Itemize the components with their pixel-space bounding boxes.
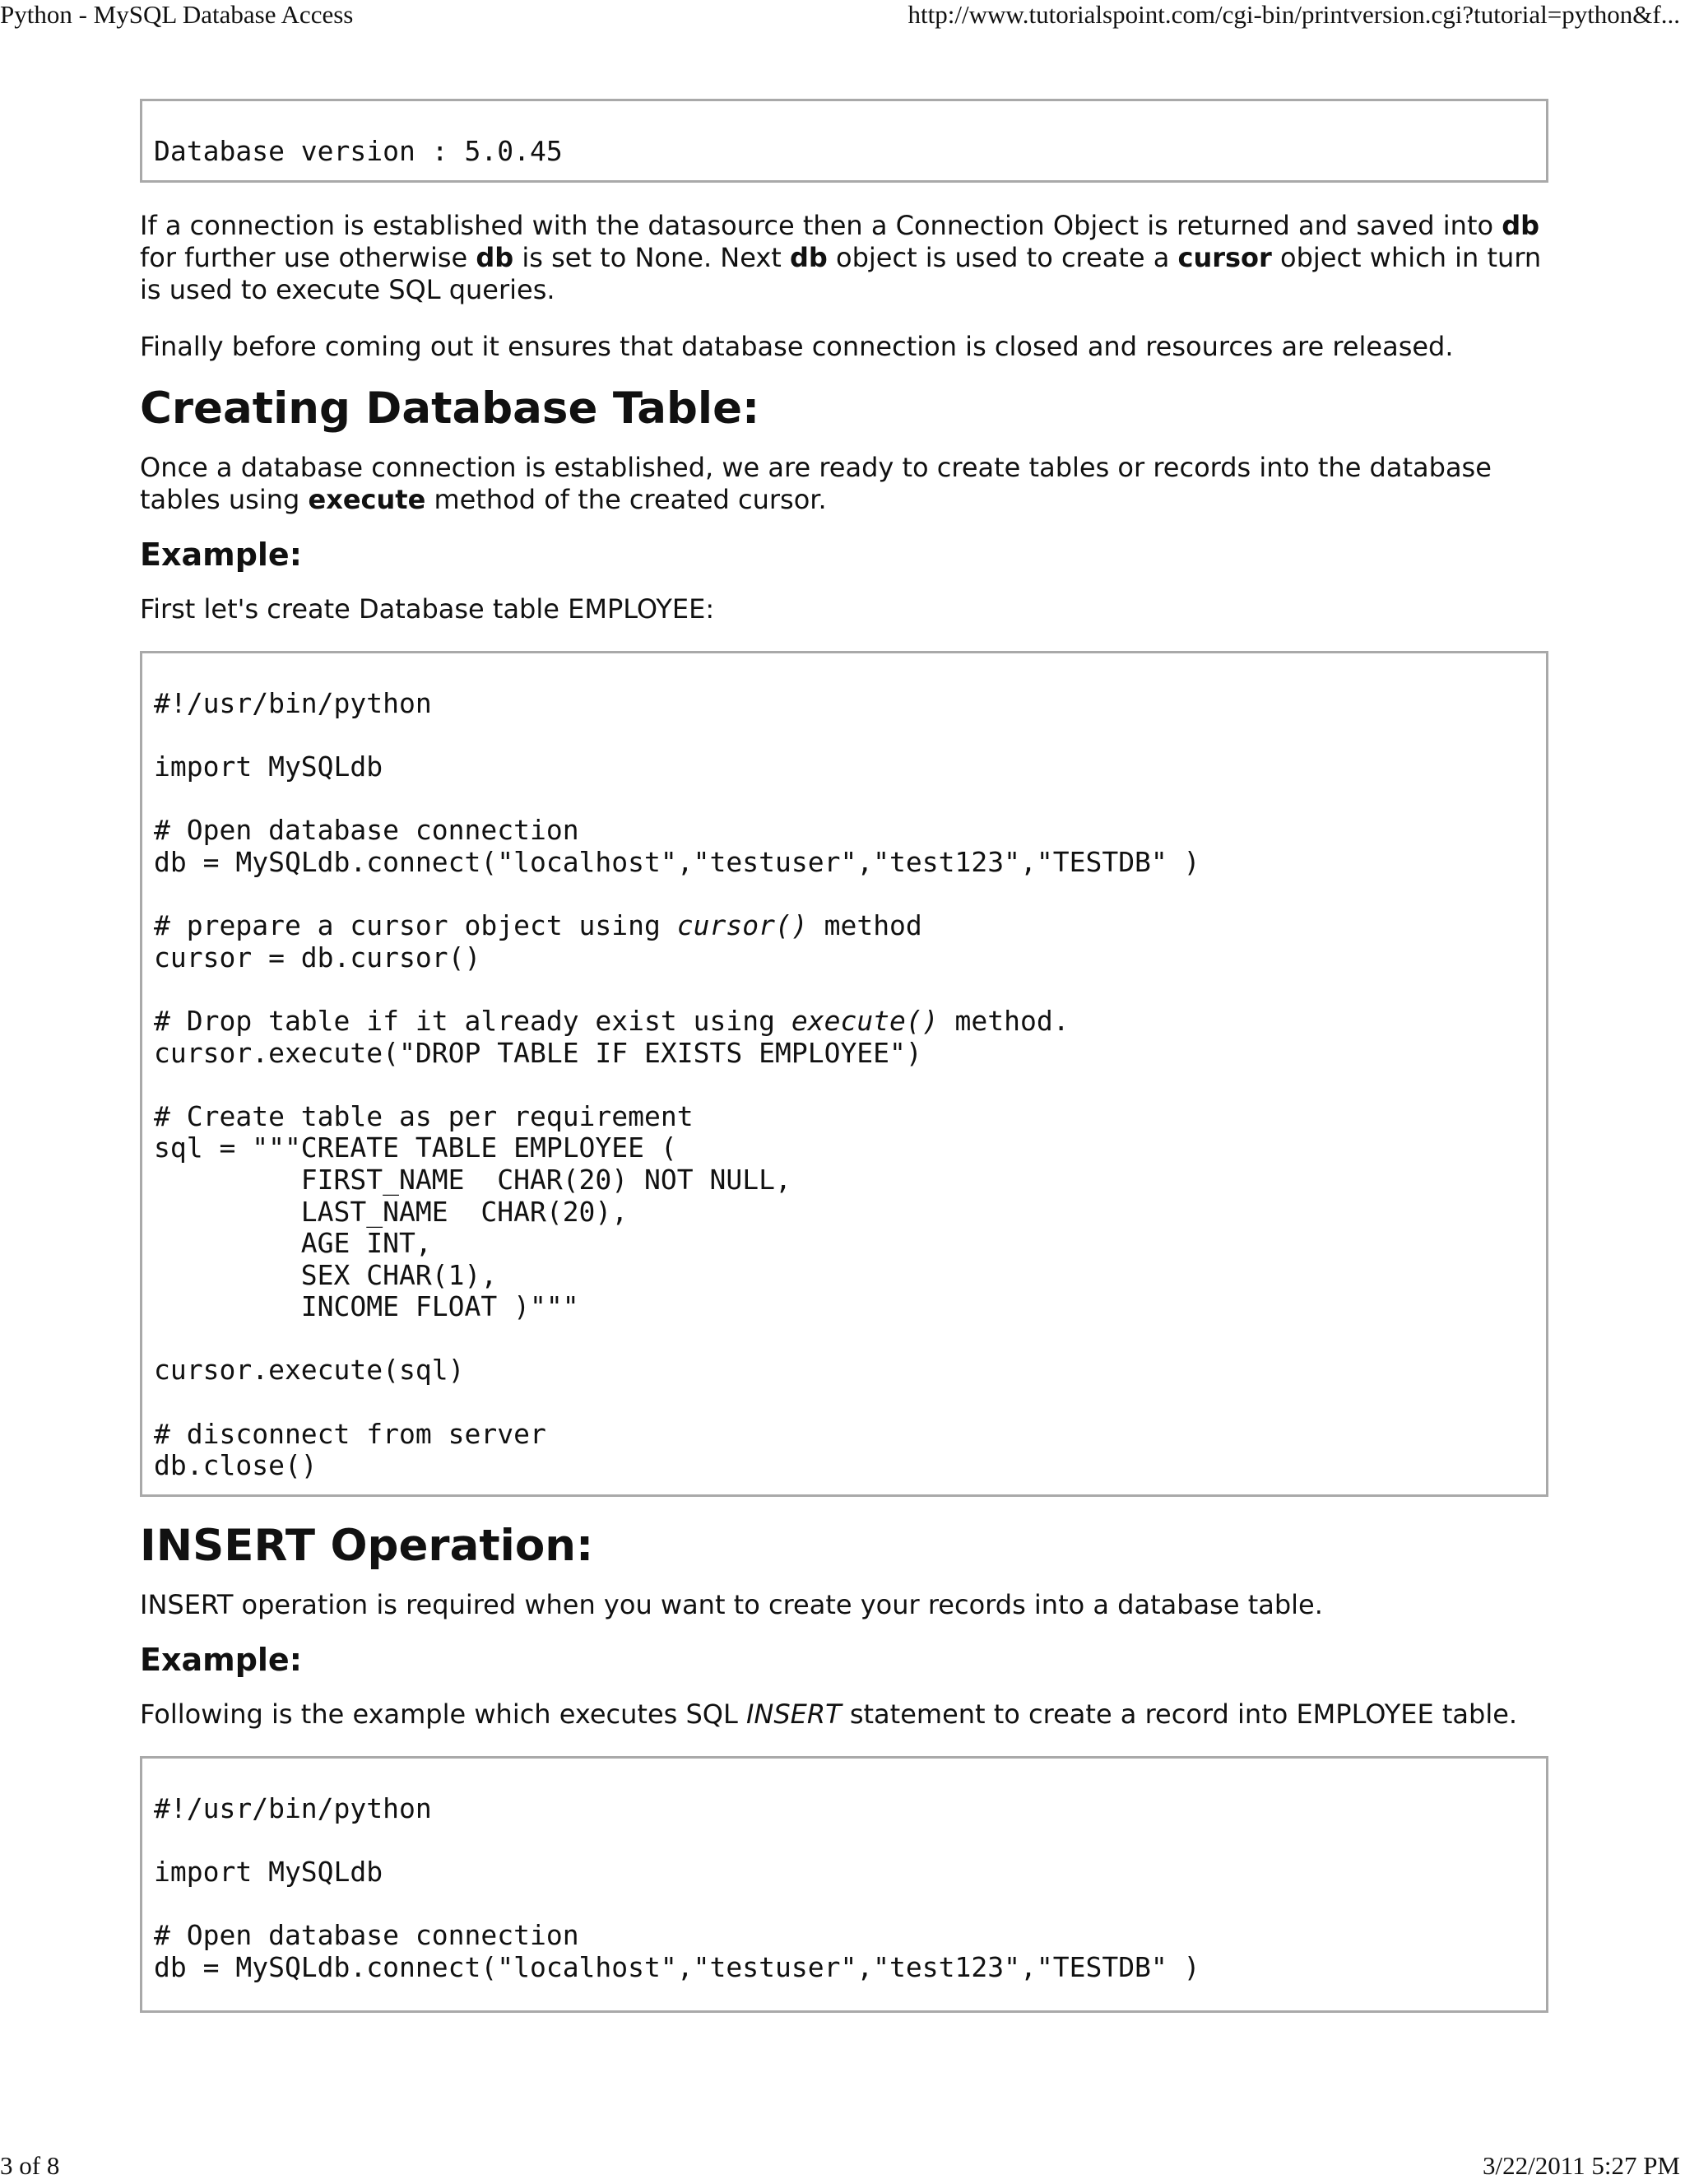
heading-insert-operation: INSERT Operation: <box>140 1521 594 1571</box>
code-insert: #!/usr/bin/python import MySQLdb # Open database connection db = MySQLdb.connect("localhost","testuser","test123","TESTDB" ) <box>154 1793 1200 1983</box>
output-text: Database version : 5.0.45 <box>154 136 563 167</box>
print-header <box>0 0 1685 33</box>
paragraph-insert-intro: INSERT operation is required when you want to create your records into a database table. <box>140 1589 1323 1620</box>
paragraph-create-intro: Once a database connection is established, we are ready to create tables or records into the database tables using execute method of the created cursor. <box>140 452 1492 515</box>
heading-example-create: Example: <box>140 537 302 573</box>
heading-creating-table: Creating Database Table: <box>140 383 760 434</box>
paragraph-create-example-intro: First let's create Database table EMPLOYEE: <box>140 593 715 625</box>
document-content <box>140 99 1548 2013</box>
paragraph-insert-example-intro: Following is the example which executes SQL INSERT statement to create a record into EMPLOYEE table. <box>140 1698 1518 1730</box>
page-title: Python - MySQL Database Access <box>0 0 354 29</box>
paragraph-finally: Finally before coming out it ensures that database connection is closed and resources are released. <box>140 331 1454 362</box>
code-block-insert <box>140 1756 1548 2013</box>
page-number: 3 of 8 <box>0 2151 60 2180</box>
paragraph-connection: If a connection is established with the datasource then a Connection Object is returned and saved into db for further use otherwise db is set to None. Next db object is used to create a cursor object which in turn is used to execute SQL queries. <box>140 210 1542 305</box>
heading-example-insert: Example: <box>140 1642 302 1678</box>
code-block-create-table <box>140 651 1548 1497</box>
page-url: http://www.tutorialspoint.com/cgi-bin/printversion.cgi?tutorial=python&f... <box>907 0 1680 29</box>
output-box <box>140 99 1548 183</box>
code-create-table: #!/usr/bin/python import MySQLdb # Open database connection db = MySQLdb.connect("localhost","testuser","test123","TESTDB" ) # prepare a cursor object using cursor() method cursor = db.cursor() # Drop table if it already exist using execute() method. cursor.execute("DROP TABLE IF EXISTS EMPLOYEE") # Create table as per requirement sql = """CREATE TABLE EMPLOYEE ( FIRST_NAME CHAR(20) NOT NULL, LAST_NAME CHAR(20), AGE INT, SEX CHAR(1), INCOME FLOAT )""" cursor.execute(sql) # disconnect from server db.close() <box>154 688 1200 1482</box>
print-datetime: 3/22/2011 5:27 PM <box>1483 2151 1680 2180</box>
print-footer <box>0 2151 1685 2184</box>
